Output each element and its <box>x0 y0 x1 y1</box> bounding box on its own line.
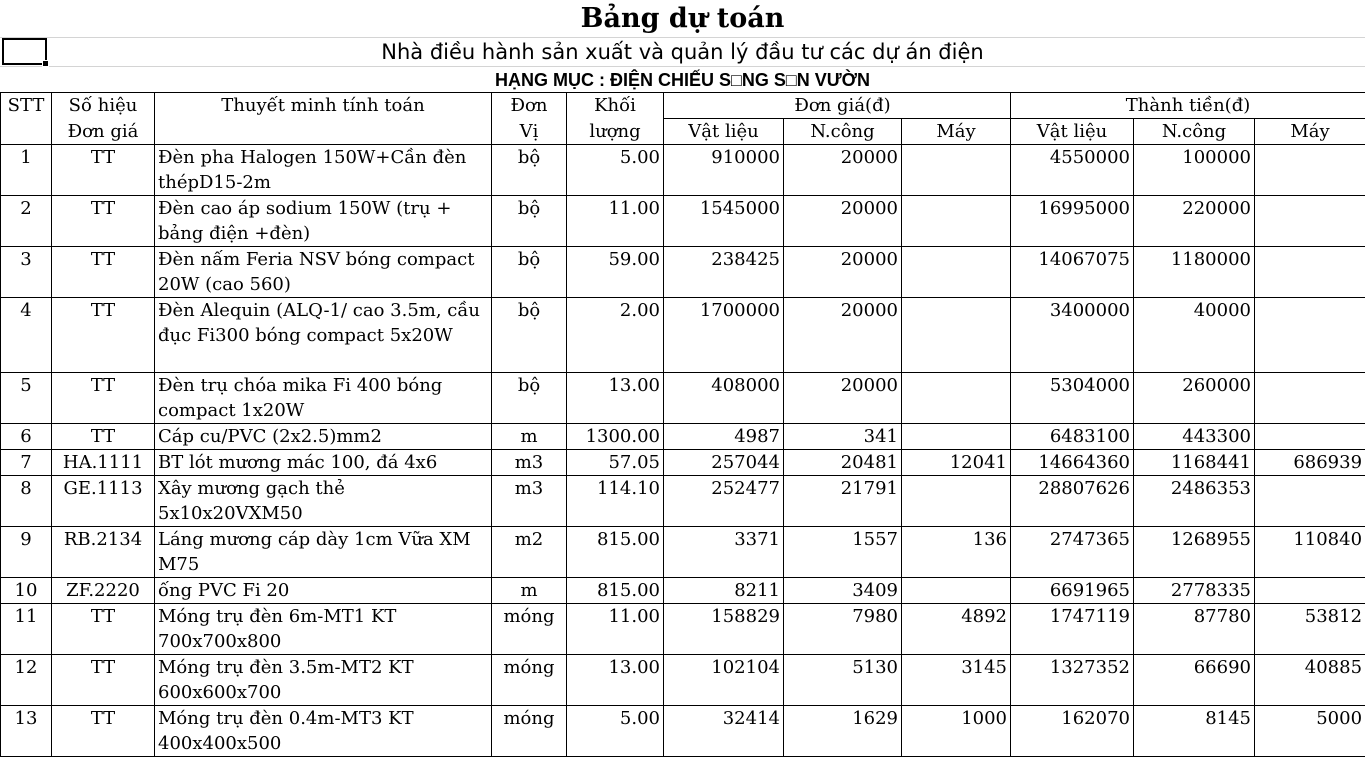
cell-n-cong[interactable]: 7980 <box>784 604 902 655</box>
header-n-cong[interactable]: N.công <box>784 119 902 145</box>
cell-tt-n-cong[interactable]: 220000 <box>1134 196 1255 247</box>
cell-may[interactable] <box>902 298 1011 373</box>
cell-tt-vat-lieu[interactable]: 6483100 <box>1011 424 1134 450</box>
cell-n-cong[interactable]: 3409 <box>784 578 902 604</box>
cell-vat-lieu[interactable]: 1545000 <box>664 196 784 247</box>
cell-tt-may[interactable] <box>1255 298 1365 373</box>
cell-may[interactable]: 12041 <box>902 450 1011 476</box>
header-tt-n-cong[interactable]: N.công <box>1134 119 1255 145</box>
cell-code[interactable]: TT <box>52 373 155 424</box>
estimate-table <box>0 92 1365 757</box>
cell-n-cong[interactable]: 1629 <box>784 706 902 757</box>
cell-desc[interactable]: Móng trụ đèn 3.5m-MT2 KT 600x600x700 <box>155 655 492 706</box>
table-row <box>1 450 1365 476</box>
cell-code[interactable]: TT <box>52 196 155 247</box>
cell-stt[interactable]: 8 <box>1 476 52 527</box>
cell-stt[interactable]: 10 <box>1 578 52 604</box>
cell-qty[interactable]: 815.00 <box>567 578 664 604</box>
header-don[interactable]: Đơn <box>492 93 567 119</box>
cell-stt[interactable]: 6 <box>1 424 52 450</box>
cell-n-cong[interactable]: 20000 <box>784 196 902 247</box>
cell-desc[interactable]: Cáp cu/PVC (2x2.5)mm2 <box>155 424 492 450</box>
table-row <box>1 527 1365 578</box>
cell-qty[interactable]: 1300.00 <box>567 424 664 450</box>
cell-tt-may[interactable] <box>1255 476 1365 527</box>
cell-tt-n-cong[interactable]: 260000 <box>1134 373 1255 424</box>
cell-desc[interactable]: BT lót mương mác 100, đá 4x6 <box>155 450 492 476</box>
header-don-gia-code[interactable]: Đơn giá <box>52 119 155 145</box>
header-tt-vat-lieu[interactable]: Vật liệu <box>1011 119 1134 145</box>
cell-qty[interactable]: 13.00 <box>567 373 664 424</box>
cell-tt-n-cong[interactable]: 87780 <box>1134 604 1255 655</box>
cell-n-cong[interactable]: 21791 <box>784 476 902 527</box>
cell-code[interactable]: TT <box>52 655 155 706</box>
cell-vat-lieu[interactable]: 257044 <box>664 450 784 476</box>
cell-stt[interactable]: 3 <box>1 247 52 298</box>
header-vat-lieu[interactable]: Vật liệu <box>664 119 784 145</box>
cell-unit[interactable]: m3 <box>492 450 567 476</box>
cell-may[interactable]: 4892 <box>902 604 1011 655</box>
cell-may[interactable] <box>902 373 1011 424</box>
sheet-subtitle: Nhà điều hành sản xuất và quản lý đầu tư các dự án điện <box>0 38 1365 66</box>
section-heading: HẠNG MỤC : ĐIỆN CHIẾU S□NG S□N VƯỜN <box>0 67 1365 93</box>
table-row <box>1 604 1365 655</box>
cell-vat-lieu[interactable]: 910000 <box>664 145 784 196</box>
cell-desc[interactable]: Đèn trụ chóa mika Fi 400 bóng compact 1x20W <box>155 373 492 424</box>
table-row <box>1 247 1365 298</box>
cell-qty[interactable]: 13.00 <box>567 655 664 706</box>
cell-desc[interactable]: Láng mương cáp dày 1cm Vữa XM M75 <box>155 527 492 578</box>
table-row <box>1 706 1365 757</box>
cell-tt-n-cong[interactable]: 2486353 <box>1134 476 1255 527</box>
cell-code[interactable]: TT <box>52 424 155 450</box>
cell-tt-n-cong[interactable]: 443300 <box>1134 424 1255 450</box>
cell-desc[interactable]: Móng trụ đèn 0.4m-MT3 KT 400x400x500 <box>155 706 492 757</box>
header-vi[interactable]: Vị <box>492 119 567 145</box>
cell-tt-vat-lieu[interactable]: 6691965 <box>1011 578 1134 604</box>
header-stt[interactable]: STT <box>1 93 52 119</box>
header-thanh-tien-group[interactable]: Thành tiền(đ) <box>1011 93 1365 119</box>
cell-n-cong[interactable]: 20000 <box>784 373 902 424</box>
table-row <box>1 578 1365 604</box>
cell-may[interactable]: 3145 <box>902 655 1011 706</box>
cell-unit[interactable]: bộ <box>492 298 567 373</box>
cell-n-cong[interactable]: 5130 <box>784 655 902 706</box>
cell-unit[interactable]: m2 <box>492 527 567 578</box>
cell-n-cong[interactable]: 20000 <box>784 298 902 373</box>
table-row <box>1 476 1365 527</box>
cell-tt-n-cong[interactable]: 100000 <box>1134 145 1255 196</box>
cell-tt-may[interactable]: 686939 <box>1255 450 1365 476</box>
cell-may[interactable] <box>902 578 1011 604</box>
cell-unit[interactable]: bộ <box>492 196 567 247</box>
cell-code[interactable]: RB.2134 <box>52 527 155 578</box>
cell-tt-may[interactable] <box>1255 145 1365 196</box>
cell-may[interactable] <box>902 247 1011 298</box>
cell-unit[interactable]: bộ <box>492 373 567 424</box>
cell-may[interactable]: 136 <box>902 527 1011 578</box>
table-row <box>1 298 1365 373</box>
cell-desc[interactable]: Đèn pha Halogen 150W+Cần đèn thépD15-2m <box>155 145 492 196</box>
cell-code[interactable]: ZF.2220 <box>52 578 155 604</box>
cell-code[interactable]: HA.1111 <box>52 450 155 476</box>
header-thuyet-minh-cont[interactable] <box>155 119 492 145</box>
header-so-hieu[interactable]: Số hiệu <box>52 93 155 119</box>
cell-stt[interactable]: 12 <box>1 655 52 706</box>
cell-desc[interactable]: Xây mương gạch thẻ 5x10x20VXM50 <box>155 476 492 527</box>
cell-may[interactable] <box>902 196 1011 247</box>
table-row <box>1 373 1365 424</box>
cell-code[interactable]: TT <box>52 247 155 298</box>
cell-code[interactable]: TT <box>52 706 155 757</box>
cell-tt-n-cong[interactable]: 1168441 <box>1134 450 1255 476</box>
table-row <box>1 196 1365 247</box>
cell-tt-n-cong[interactable]: 66690 <box>1134 655 1255 706</box>
cell-stt[interactable]: 7 <box>1 450 52 476</box>
header-luong[interactable]: lượng <box>567 119 664 145</box>
cell-tt-vat-lieu[interactable]: 5304000 <box>1011 373 1134 424</box>
cell-qty[interactable]: 11.00 <box>567 604 664 655</box>
header-don-gia-group-pad[interactable] <box>664 93 784 119</box>
cell-qty[interactable]: 114.10 <box>567 476 664 527</box>
cell-tt-may[interactable]: 53812 <box>1255 604 1365 655</box>
cell-vat-lieu[interactable]: 3371 <box>664 527 784 578</box>
cell-may[interactable] <box>902 145 1011 196</box>
cell-stt[interactable]: 1 <box>1 145 52 196</box>
cell-stt[interactable]: 13 <box>1 706 52 757</box>
cell-unit[interactable]: móng <box>492 604 567 655</box>
cell-code[interactable]: TT <box>52 604 155 655</box>
cell-tt-vat-lieu[interactable]: 4550000 <box>1011 145 1134 196</box>
cell-may[interactable] <box>902 424 1011 450</box>
cell-vat-lieu[interactable]: 102104 <box>664 655 784 706</box>
cell-tt-may[interactable] <box>1255 247 1365 298</box>
cell-qty[interactable]: 815.00 <box>567 527 664 578</box>
cell-tt-may[interactable] <box>1255 424 1365 450</box>
cell-code[interactable]: TT <box>52 298 155 373</box>
cell-code[interactable]: GE.1113 <box>52 476 155 527</box>
table-row <box>1 424 1365 450</box>
cell-stt[interactable]: 5 <box>1 373 52 424</box>
table-row <box>1 145 1365 196</box>
cell-qty[interactable]: 5.00 <box>567 145 664 196</box>
cell-code[interactable]: TT <box>52 145 155 196</box>
cell-desc[interactable]: Đèn Alequin (ALQ-1/ cao 3.5m, cầu đục Fi300 bóng compact 5x20W <box>155 298 492 373</box>
cell-vat-lieu[interactable]: 238425 <box>664 247 784 298</box>
cell-tt-may[interactable]: 5000 <box>1255 706 1365 757</box>
cell-vat-lieu[interactable]: 8211 <box>664 578 784 604</box>
cell-tt-n-cong[interactable]: 1180000 <box>1134 247 1255 298</box>
cell-unit[interactable]: m <box>492 578 567 604</box>
cell-vat-lieu[interactable]: 1700000 <box>664 298 784 373</box>
cell-qty[interactable]: 59.00 <box>567 247 664 298</box>
header-don-gia-group-pad2[interactable] <box>902 93 1011 119</box>
cell-unit[interactable]: m <box>492 424 567 450</box>
cell-tt-n-cong[interactable]: 40000 <box>1134 298 1255 373</box>
cell-may[interactable] <box>902 476 1011 527</box>
cell-tt-vat-lieu[interactable]: 1747119 <box>1011 604 1134 655</box>
cell-vat-lieu[interactable]: 252477 <box>664 476 784 527</box>
cell-tt-n-cong[interactable]: 2778335 <box>1134 578 1255 604</box>
sheet-title: Bảng dự toán <box>0 1 1365 37</box>
cell-unit[interactable]: móng <box>492 655 567 706</box>
cell-tt-may[interactable]: 110840 <box>1255 527 1365 578</box>
cell-stt[interactable]: 9 <box>1 527 52 578</box>
header-khoi[interactable]: Khối <box>567 93 664 119</box>
cell-tt-may[interactable] <box>1255 196 1365 247</box>
cell-desc[interactable]: Móng trụ đèn 6m-MT1 KT 700x700x800 <box>155 604 492 655</box>
cell-stt[interactable]: 2 <box>1 196 52 247</box>
cell-stt[interactable]: 11 <box>1 604 52 655</box>
cell-tt-vat-lieu[interactable]: 14664360 <box>1011 450 1134 476</box>
header-may[interactable]: Máy <box>902 119 1011 145</box>
cell-tt-vat-lieu[interactable]: 1327352 <box>1011 655 1134 706</box>
cell-desc[interactable]: Đèn nấm Feria NSV bóng compact 20W (cao 560) <box>155 247 492 298</box>
header-tt-may[interactable]: Máy <box>1255 119 1365 145</box>
cell-vat-lieu[interactable]: 408000 <box>664 373 784 424</box>
cell-unit[interactable]: m3 <box>492 476 567 527</box>
cell-tt-vat-lieu[interactable]: 3400000 <box>1011 298 1134 373</box>
cell-desc[interactable]: Đèn cao áp sodium 150W (trụ + bảng điện +đèn) <box>155 196 492 247</box>
cell-unit[interactable]: móng <box>492 706 567 757</box>
cell-tt-vat-lieu[interactable]: 28807626 <box>1011 476 1134 527</box>
header-stt-cont[interactable] <box>1 119 52 145</box>
cell-qty[interactable]: 2.00 <box>567 298 664 373</box>
cell-tt-n-cong[interactable]: 8145 <box>1134 706 1255 757</box>
cell-tt-may[interactable]: 40885 <box>1255 655 1365 706</box>
cell-n-cong[interactable]: 20000 <box>784 145 902 196</box>
cell-n-cong[interactable]: 20481 <box>784 450 902 476</box>
cell-stt[interactable]: 4 <box>1 298 52 373</box>
cell-tt-vat-lieu[interactable]: 14067075 <box>1011 247 1134 298</box>
cell-tt-may[interactable] <box>1255 578 1365 604</box>
cell-desc[interactable]: ống PVC Fi 20 <box>155 578 492 604</box>
header-don-gia-group[interactable]: Đơn giá(đ) <box>784 93 902 119</box>
cell-vat-lieu[interactable]: 32414 <box>664 706 784 757</box>
cell-tt-n-cong[interactable]: 1268955 <box>1134 527 1255 578</box>
cell-unit[interactable]: bộ <box>492 145 567 196</box>
cell-qty[interactable]: 57.05 <box>567 450 664 476</box>
cell-tt-may[interactable] <box>1255 373 1365 424</box>
cell-tt-vat-lieu[interactable]: 162070 <box>1011 706 1134 757</box>
cell-may[interactable]: 1000 <box>902 706 1011 757</box>
cell-tt-vat-lieu[interactable]: 2747365 <box>1011 527 1134 578</box>
header-thuyet-minh[interactable]: Thuyết minh tính toán <box>155 93 492 119</box>
cell-n-cong[interactable]: 20000 <box>784 247 902 298</box>
cell-n-cong[interactable]: 341 <box>784 424 902 450</box>
cell-unit[interactable]: bộ <box>492 247 567 298</box>
cell-qty[interactable]: 5.00 <box>567 706 664 757</box>
cell-qty[interactable]: 11.00 <box>567 196 664 247</box>
cell-n-cong[interactable]: 1557 <box>784 527 902 578</box>
table-row <box>1 655 1365 706</box>
cell-vat-lieu[interactable]: 158829 <box>664 604 784 655</box>
cell-tt-vat-lieu[interactable]: 16995000 <box>1011 196 1134 247</box>
cell-vat-lieu[interactable]: 4987 <box>664 424 784 450</box>
